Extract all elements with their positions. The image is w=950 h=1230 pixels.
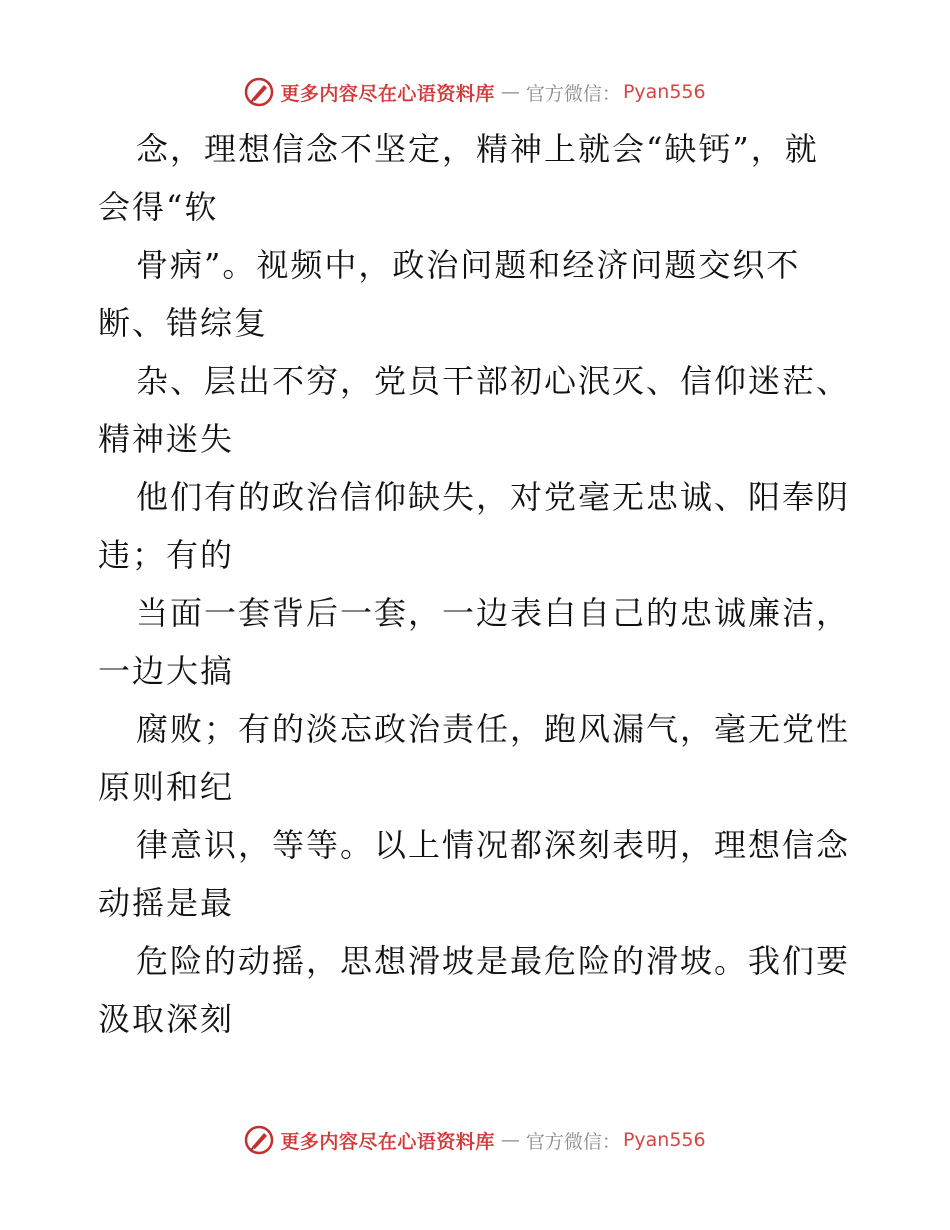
watermark-separator: —: [500, 1129, 520, 1151]
text-line: 断、错综复: [98, 304, 269, 342]
text-line: 念，理想信念不坚定，精神上就会“缺钙”，就: [136, 130, 819, 168]
text-line: 汲取深刻: [98, 1000, 235, 1038]
text-line: 他们有的政治信仰缺失，对党毫无忠诚、阳奉阴: [136, 478, 851, 516]
text-line: 动摇是最: [98, 884, 235, 922]
text-line: 违；有的: [98, 536, 235, 574]
watermark-id: Pyan556: [622, 1129, 706, 1151]
text-line: 骨病”。视频中，政治问题和经济问题交织不: [136, 246, 801, 284]
document-body: [98, 120, 858, 1048]
watermark-label: 官方微信：: [525, 1130, 621, 1153]
watermark-id: Pyan556: [622, 81, 706, 103]
text-line: 会得“软: [98, 188, 219, 226]
pen-logo-icon: [244, 77, 274, 107]
text-line: 当面一套背后一套，一边表白自己的忠诚廉洁，: [136, 594, 851, 632]
footer-watermark: [0, 1120, 950, 1160]
text-line: 精神迷失: [98, 420, 235, 458]
pen-logo-icon: [244, 1125, 274, 1155]
text-line: 杂、层出不穷，党员干部初心泯灭、信仰迷茫、: [136, 362, 851, 400]
watermark-separator: —: [500, 81, 520, 103]
text-line: 原则和纪: [98, 768, 235, 806]
header-watermark: [0, 72, 950, 112]
text-line: 危险的动摇，思想滑坡是最危险的滑坡。我们要: [136, 942, 851, 980]
watermark-brand: 更多内容尽在心语资料库: [280, 1130, 495, 1153]
text-line: 腐败；有的淡忘政治责任，跑风漏气，毫无党性: [136, 710, 851, 748]
watermark-label: 官方微信：: [525, 82, 621, 105]
text-line: 一边大搞: [98, 652, 235, 690]
watermark-brand: 更多内容尽在心语资料库: [280, 82, 495, 105]
text-line: 律意识，等等。以上情况都深刻表明，理想信念: [136, 826, 851, 864]
